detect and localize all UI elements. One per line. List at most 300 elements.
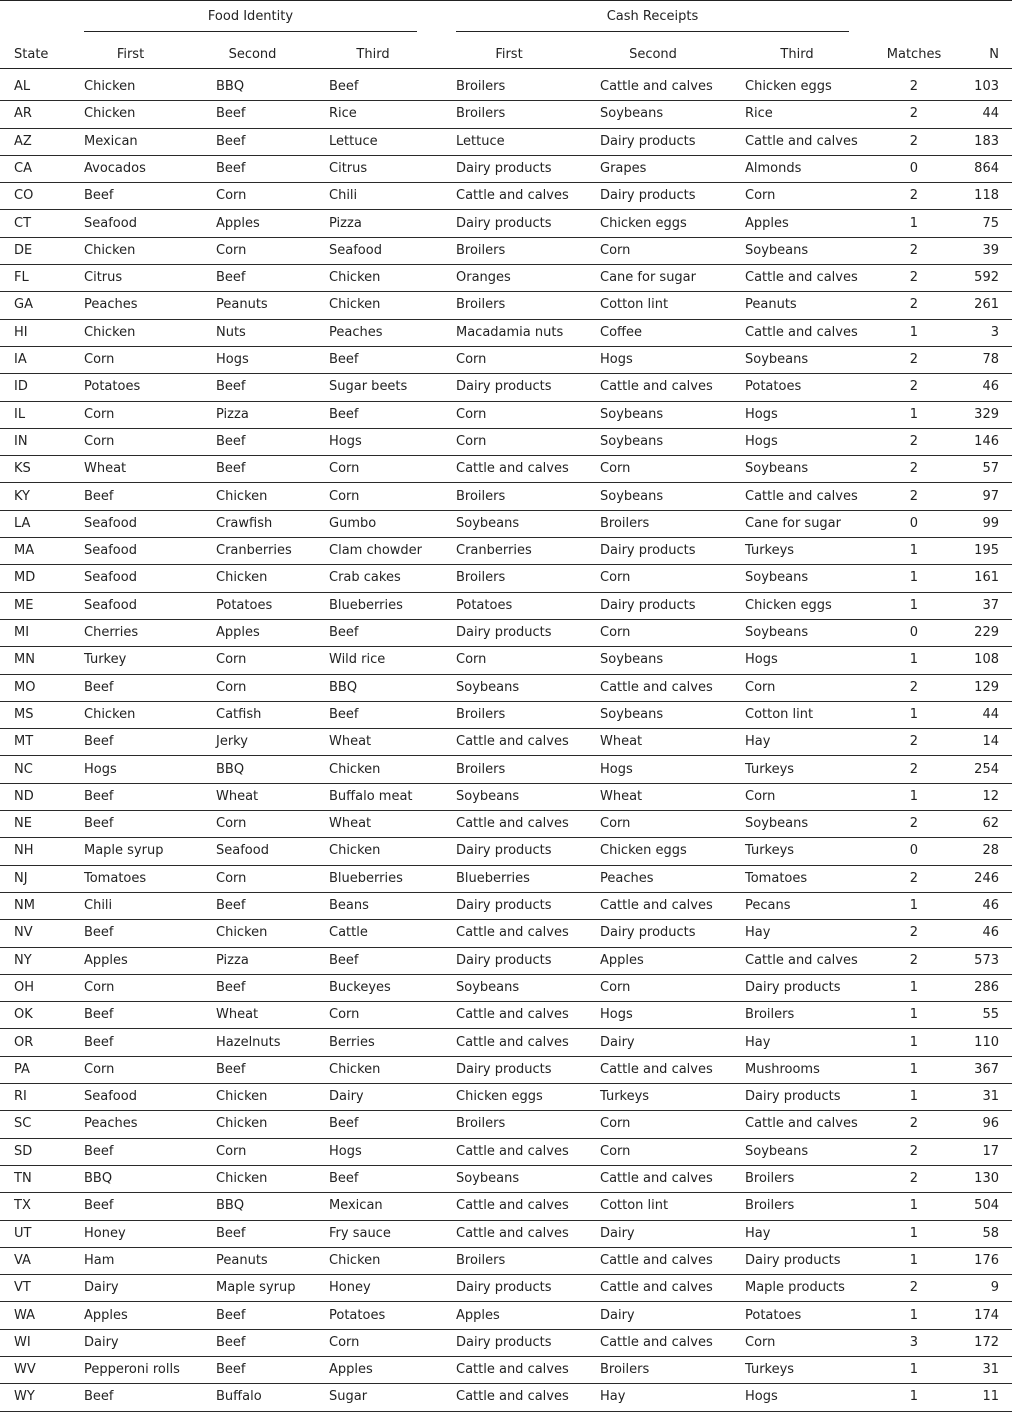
state-cell: VT: [14, 1280, 31, 1296]
food-first-cell: Chili: [84, 898, 113, 913]
cash-second-cell: Dairy products: [600, 597, 696, 613]
n-cell: 99: [982, 515, 999, 531]
n-cell: 130: [974, 1171, 999, 1186]
cash-second-cell: Turkeys: [600, 1089, 650, 1105]
table-row: [0, 620, 1012, 647]
cash-second-cell: Broilers: [600, 1362, 650, 1378]
state-cell: MO: [14, 679, 36, 695]
matches-cell: 1: [909, 215, 918, 231]
food-second-cell: Apples: [216, 625, 260, 640]
food-second-cell: Chicken: [216, 1089, 268, 1105]
food-third-cell: Rice: [329, 106, 357, 122]
cash-first-cell: Broilers: [456, 1116, 506, 1132]
table-row: [0, 893, 1012, 920]
table-row: [0, 811, 1012, 838]
state-cell: MD: [14, 570, 36, 586]
table-row: [0, 920, 1012, 947]
state-cell: NV: [14, 925, 33, 941]
matches-cell: 2: [909, 133, 918, 149]
cash-second-cell: Wheat: [600, 788, 643, 804]
food-third-cell: Corn: [329, 1334, 360, 1350]
table-row: [0, 948, 1012, 975]
cash-second-cell: Soybeans: [600, 706, 664, 722]
table-row: [0, 1057, 1012, 1084]
cash-first-cell: Dairy products: [456, 160, 552, 176]
cash-second-cell: Hogs: [600, 352, 633, 367]
n-cell: 573: [974, 952, 999, 968]
food-third-cell: Beef: [329, 1171, 359, 1186]
table-row: [0, 238, 1012, 265]
matches-cell: 1: [909, 788, 918, 804]
cash-second-cell: Corn: [600, 461, 631, 477]
food-third-cell: Beef: [329, 706, 359, 722]
food-second-cell: Pizza: [216, 406, 249, 422]
state-cell: NY: [14, 952, 32, 968]
cash-third-cell: Potatoes: [745, 1307, 802, 1323]
matches-cell: 2: [909, 79, 918, 94]
matches-cell: 1: [909, 1225, 918, 1241]
table-row: [0, 647, 1012, 674]
food-second-cell: Corn: [216, 1143, 247, 1159]
food-first-cell: Apples: [84, 1307, 128, 1323]
cash-second-cell: Corn: [600, 816, 631, 832]
state-cell: MS: [14, 706, 34, 722]
food-second-cell: Seafood: [216, 843, 269, 859]
cash-first-cell: Cranberries: [456, 543, 532, 559]
food-third-cell: BBQ: [329, 679, 358, 695]
matches-cell: 1: [909, 1389, 918, 1405]
food-first-cell: Corn: [84, 1061, 115, 1077]
n-cell: 31: [982, 1089, 999, 1105]
cash-first-cell: Apples: [456, 1307, 500, 1323]
food-first-cell: Mexican: [84, 133, 138, 149]
cash-first-cell: Cattle and calves: [456, 734, 569, 750]
cash-first-cell: Cattle and calves: [456, 1198, 569, 1214]
cash-first-cell: Cattle and calves: [456, 925, 569, 941]
cash-third-cell: Hay: [745, 1034, 771, 1050]
n-cell: 57: [982, 461, 999, 477]
cash-second-cell: Dairy products: [600, 925, 696, 941]
matches-cell: 1: [909, 1252, 918, 1268]
food-second-cell: Hazelnuts: [216, 1034, 281, 1050]
food-second-cell: Pizza: [216, 952, 249, 968]
cash-third-cell: Almonds: [745, 160, 802, 176]
food-first-cell: Seafood: [84, 597, 137, 613]
state-cell: NE: [14, 816, 32, 832]
food-first-cell: Beef: [84, 488, 114, 504]
food-second-cell: Buffalo: [216, 1389, 262, 1405]
food-third-cell: Beef: [329, 406, 359, 422]
n-cell: 44: [982, 106, 999, 122]
food-first-cell: Pepperoni rolls: [84, 1362, 180, 1378]
cash-first-cell: Dairy products: [456, 379, 552, 395]
food-first-cell: Avocados: [84, 160, 146, 176]
n-cell: 592: [974, 270, 999, 286]
cash-second-cell: Cattle and calves: [600, 79, 713, 94]
state-cell: TN: [14, 1171, 32, 1186]
table-row: [0, 1002, 1012, 1029]
n-cell: 58: [982, 1225, 999, 1241]
food-third-cell: Chili: [329, 188, 358, 204]
matches-cell: 2: [909, 1280, 918, 1296]
n-cell: 31: [982, 1362, 999, 1378]
cash-third-cell: Rice: [745, 106, 773, 122]
cash-third-cell: Cotton lint: [745, 706, 814, 722]
table-row: [0, 1221, 1012, 1248]
cash-third-cell: Soybeans: [745, 461, 809, 477]
cash-second-cell: Cattle and calves: [600, 1061, 713, 1077]
table-row: [0, 183, 1012, 210]
food-third-cell: Corn: [329, 461, 360, 477]
matches-cell: 1: [909, 1034, 918, 1050]
cash-second-cell: Wheat: [600, 734, 643, 750]
food-second-cell: Beef: [216, 979, 246, 995]
cash-second-cell: Soybeans: [600, 433, 664, 449]
food-third-cell: Beef: [329, 1116, 359, 1132]
matches-cell: 1: [909, 898, 918, 913]
food-third-cell: Chicken: [329, 1252, 381, 1268]
group-header-food-identity: Food Identity: [207, 9, 294, 24]
cash-third-cell: Hogs: [745, 652, 778, 668]
food-second-cell: Jerky: [216, 734, 248, 750]
food-third-cell: Wheat: [329, 734, 372, 750]
cash-first-cell: Cattle and calves: [456, 1225, 569, 1241]
food-second-cell: Beef: [216, 160, 246, 176]
food-first-cell: Ham: [84, 1252, 115, 1268]
food-first-cell: Chicken: [84, 706, 136, 722]
cash-first-cell: Oranges: [456, 270, 511, 286]
n-cell: 46: [982, 379, 999, 395]
state-cell: AL: [14, 79, 31, 94]
state-cell: WY: [14, 1389, 35, 1405]
cash-second-cell: Cotton lint: [600, 1198, 669, 1214]
food-first-cell: Corn: [84, 352, 115, 367]
cash-third-cell: Pecans: [745, 898, 791, 913]
cash-second-cell: Cattle and calves: [600, 1280, 713, 1296]
cash-second-cell: Hay: [600, 1389, 626, 1405]
food-third-cell: Hogs: [329, 433, 362, 449]
matches-cell: 2: [909, 1143, 918, 1159]
n-cell: 504: [974, 1198, 999, 1214]
cash-third-cell: Hay: [745, 1225, 771, 1241]
cash-third-cell: Chicken eggs: [745, 597, 832, 613]
food-third-cell: Wheat: [329, 816, 372, 832]
food-third-cell: Hogs: [329, 1143, 362, 1159]
table-row: [0, 975, 1012, 1002]
matches-cell: 2: [909, 188, 918, 204]
cash-first-cell: Cattle and calves: [456, 816, 569, 832]
food-second-cell: Crawfish: [216, 515, 273, 531]
cash-third-cell: Cattle and calves: [745, 324, 858, 340]
state-cell: MN: [14, 652, 35, 668]
food-third-cell: Beef: [329, 952, 359, 968]
food-third-cell: Blueberries: [329, 870, 403, 886]
matches-cell: 1: [909, 1307, 918, 1323]
food-third-cell: Wild rice: [329, 652, 386, 668]
state-cell: ND: [14, 788, 34, 804]
cash-second-cell: Cotton lint: [600, 297, 669, 313]
cash-first-cell: Dairy products: [456, 1334, 552, 1350]
cash-first-cell: Lettuce: [456, 133, 505, 149]
food-second-cell: Corn: [216, 679, 247, 695]
matches-cell: 2: [909, 461, 918, 477]
table-row: [0, 1357, 1012, 1384]
food-first-cell: Corn: [84, 406, 115, 422]
matches-cell: 1: [909, 1061, 918, 1077]
cash-second-cell: Dairy products: [600, 543, 696, 559]
table-row: [0, 866, 1012, 893]
food-third-cell: Mexican: [329, 1198, 383, 1214]
food-third-cell: Crab cakes: [329, 570, 401, 586]
state-cell: NC: [14, 761, 33, 777]
cash-third-cell: Soybeans: [745, 625, 809, 640]
food-first-cell: Beef: [84, 816, 114, 832]
food-second-cell: Nuts: [216, 324, 246, 340]
cash-first-cell: Broilers: [456, 488, 506, 504]
food-second-cell: Beef: [216, 461, 246, 477]
table-row: [0, 1111, 1012, 1138]
food-first-cell: Seafood: [84, 515, 137, 531]
n-cell: 9: [990, 1280, 999, 1296]
food-first-cell: Chicken: [84, 79, 136, 94]
food-second-cell: Chicken: [216, 488, 268, 504]
cash-second-cell: Corn: [600, 1116, 631, 1132]
state-cell: AR: [14, 106, 32, 122]
state-cell: OK: [14, 1007, 33, 1023]
cash-second-cell: Corn: [600, 242, 631, 258]
food-first-cell: Seafood: [84, 215, 137, 231]
table-row: [0, 402, 1012, 429]
matches-cell: 2: [909, 679, 918, 695]
table-row: [0, 429, 1012, 456]
state-cell: MA: [14, 543, 35, 559]
cash-first-cell: Cattle and calves: [456, 1034, 569, 1050]
food-first-cell: Peaches: [84, 297, 138, 313]
n-cell: 12: [982, 788, 999, 804]
table-row: [0, 456, 1012, 483]
cash-second-cell: Dairy products: [600, 188, 696, 204]
table-row: [0, 757, 1012, 784]
n-cell: 11: [982, 1389, 999, 1405]
matches-cell: 2: [909, 242, 918, 258]
food-third-cell: Corn: [329, 1007, 360, 1023]
food-third-cell: Blueberries: [329, 597, 403, 613]
food-first-cell: Beef: [84, 679, 114, 695]
cash-third-cell: Broilers: [745, 1171, 795, 1186]
food-second-cell: Beef: [216, 1225, 246, 1241]
n-cell: 96: [982, 1116, 999, 1132]
cash-first-cell: Soybeans: [456, 679, 520, 695]
cash-third-cell: Soybeans: [745, 352, 809, 367]
n-cell: 367: [974, 1061, 999, 1077]
matches-cell: 0: [909, 625, 918, 640]
cash-third-cell: Hay: [745, 925, 771, 941]
n-cell: 39: [982, 242, 999, 258]
food-second-cell: BBQ: [216, 761, 245, 777]
n-cell: 46: [982, 925, 999, 941]
cash-second-cell: Corn: [600, 979, 631, 995]
food-third-cell: Chicken: [329, 270, 381, 286]
food-second-cell: Beef: [216, 1334, 246, 1350]
n-cell: 108: [974, 652, 999, 668]
food-second-cell: Beef: [216, 133, 246, 149]
table-row: [0, 74, 1012, 101]
n-cell: 46: [982, 898, 999, 913]
cash-third-cell: Cane for sugar: [745, 515, 841, 531]
cash-second-cell: Soybeans: [600, 488, 664, 504]
food-third-cell: Dairy: [329, 1089, 364, 1105]
food-first-cell: Beef: [84, 925, 114, 941]
food-first-cell: Citrus: [84, 270, 123, 286]
food-third-cell: Berries: [329, 1034, 375, 1050]
cash-first-cell: Broilers: [456, 761, 506, 777]
cash-third-cell: Dairy products: [745, 979, 841, 995]
table-row: [0, 1384, 1012, 1411]
state-cell: WV: [14, 1362, 36, 1378]
matches-cell: 1: [909, 324, 918, 340]
food-second-cell: Corn: [216, 870, 247, 886]
table-row: [0, 1193, 1012, 1220]
state-cell: GA: [14, 297, 33, 313]
table-row: [0, 484, 1012, 511]
food-third-cell: Beef: [329, 352, 359, 367]
food-second-cell: Corn: [216, 242, 247, 258]
cash-second-cell: Soybeans: [600, 406, 664, 422]
cash-second-cell: Corn: [600, 570, 631, 586]
matches-cell: 1: [909, 979, 918, 995]
state-cell: HI: [14, 324, 28, 340]
cash-third-cell: Hay: [745, 734, 771, 750]
n-cell: 864: [974, 160, 999, 176]
table-row: [0, 1275, 1012, 1302]
state-cell: RI: [14, 1089, 27, 1105]
food-third-cell: Beef: [329, 79, 359, 94]
cash-third-cell: Cattle and calves: [745, 133, 858, 149]
food-first-cell: Beef: [84, 1143, 114, 1159]
matches-cell: 1: [909, 570, 918, 586]
header-rule: [0, 68, 1012, 69]
n-cell: 286: [974, 979, 999, 995]
cash-first-cell: Dairy products: [456, 1280, 552, 1296]
cash-third-cell: Soybeans: [745, 570, 809, 586]
cash-third-cell: Cattle and calves: [745, 952, 858, 968]
cash-third-cell: Corn: [745, 788, 776, 804]
cash-third-cell: Peanuts: [745, 297, 797, 313]
matches-cell: 2: [909, 379, 918, 395]
state-cell: VA: [14, 1252, 31, 1268]
table-row: [0, 675, 1012, 702]
food-third-cell: Apples: [329, 1362, 373, 1378]
cash-second-cell: Soybeans: [600, 652, 664, 668]
cash-second-cell: Hogs: [600, 761, 633, 777]
food-second-cell: Beef: [216, 433, 246, 449]
food-second-cell: Beef: [216, 1061, 246, 1077]
cash-first-cell: Broilers: [456, 79, 506, 94]
group-header-cash-receipts: Cash Receipts: [606, 9, 699, 24]
n-cell: 176: [974, 1252, 999, 1268]
food-first-cell: Hogs: [84, 761, 117, 777]
matches-cell: 0: [909, 160, 918, 176]
food-first-cell: Dairy: [84, 1334, 119, 1350]
table-row: [0, 593, 1012, 620]
state-cell: TX: [14, 1198, 31, 1214]
table-row: [0, 784, 1012, 811]
n-cell: 37: [982, 597, 999, 613]
state-cell: OH: [14, 979, 35, 995]
col-header-food-first: First: [116, 47, 145, 62]
cash-third-cell: Soybeans: [745, 242, 809, 258]
cash-first-cell: Dairy products: [456, 1061, 552, 1077]
cash-second-cell: Dairy: [600, 1225, 635, 1241]
matches-cell: 1: [909, 1362, 918, 1378]
food-second-cell: Cranberries: [216, 543, 292, 559]
food-third-cell: Chicken: [329, 297, 381, 313]
food-second-cell: Beef: [216, 270, 246, 286]
cash-first-cell: Potatoes: [456, 597, 513, 613]
n-cell: 146: [974, 433, 999, 449]
n-cell: 14: [982, 734, 999, 750]
matches-cell: 2: [909, 761, 918, 777]
table-row: [0, 347, 1012, 374]
cash-second-cell: Corn: [600, 1143, 631, 1159]
top-rule: [0, 0, 1012, 1]
food-first-cell: Seafood: [84, 1089, 137, 1105]
cash-second-cell: Broilers: [600, 515, 650, 531]
cash-second-cell: Cane for sugar: [600, 270, 696, 286]
state-cell: ME: [14, 597, 34, 613]
food-second-cell: Corn: [216, 188, 247, 204]
food-first-cell: Peaches: [84, 1116, 138, 1132]
food-third-cell: Peaches: [329, 324, 383, 340]
cash-first-cell: Cattle and calves: [456, 1389, 569, 1405]
cash-third-cell: Dairy products: [745, 1252, 841, 1268]
food-second-cell: Catfish: [216, 706, 262, 722]
cash-first-cell: Dairy products: [456, 843, 552, 859]
food-third-cell: Chicken: [329, 761, 381, 777]
matches-cell: 2: [909, 816, 918, 832]
n-cell: 161: [974, 570, 999, 586]
state-cell: WA: [14, 1307, 36, 1323]
cash-third-cell: Turkeys: [745, 543, 795, 559]
food-second-cell: Hogs: [216, 352, 249, 367]
group-rule-cash-receipts: [456, 31, 849, 32]
state-cell: DE: [14, 242, 33, 258]
food-second-cell: Wheat: [216, 788, 259, 804]
n-cell: 97: [982, 488, 999, 504]
table-row: [0, 1139, 1012, 1166]
state-cell: OR: [14, 1034, 34, 1050]
food-first-cell: Chicken: [84, 324, 136, 340]
matches-cell: 1: [909, 1089, 918, 1105]
matches-cell: 1: [909, 406, 918, 422]
state-cell: SD: [14, 1143, 33, 1159]
state-cell: PA: [14, 1061, 30, 1077]
n-cell: 261: [974, 297, 999, 313]
matches-cell: 1: [909, 1007, 918, 1023]
state-cell: NJ: [14, 870, 28, 886]
food-second-cell: Peanuts: [216, 297, 268, 313]
food-first-cell: Turkey: [84, 652, 127, 668]
n-cell: 172: [974, 1334, 999, 1350]
n-cell: 118: [974, 188, 999, 204]
cash-third-cell: Mushrooms: [745, 1061, 820, 1077]
state-cell: FL: [14, 270, 29, 286]
cash-third-cell: Apples: [745, 215, 789, 231]
cash-first-cell: Dairy products: [456, 215, 552, 231]
state-cell: MT: [14, 734, 34, 750]
state-cell: IA: [14, 352, 27, 367]
food-second-cell: Potatoes: [216, 597, 273, 613]
